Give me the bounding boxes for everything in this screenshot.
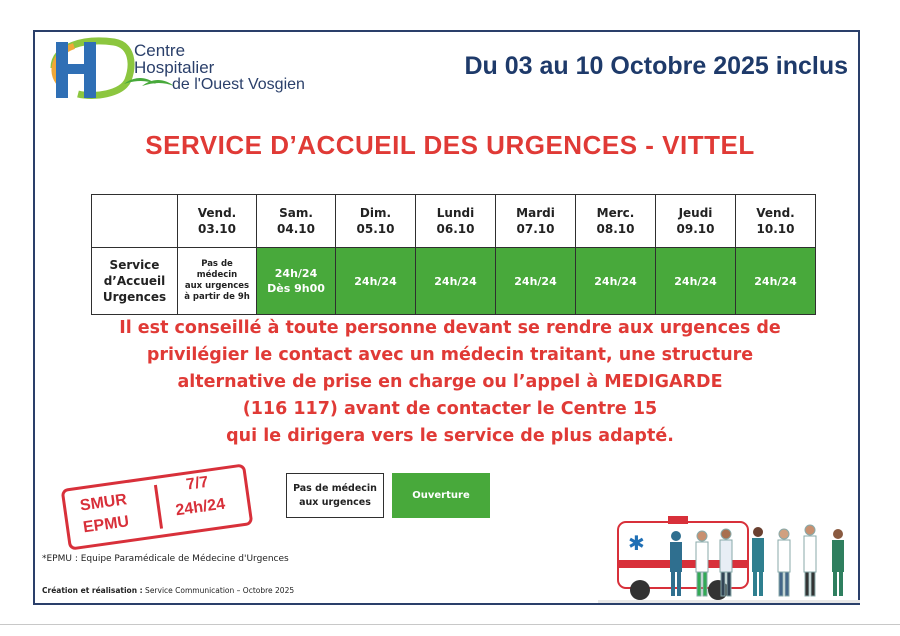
advice-line: Il est conseillé à toute personne devant se rendre aux urgences de (119, 318, 781, 338)
cell-line: 24h/24 (434, 274, 477, 288)
table-header-row (92, 195, 816, 248)
day-date: 04.10 (277, 222, 315, 236)
day-date: 03.10 (198, 222, 236, 236)
bottom-divider (0, 624, 900, 625)
day-header-cell (736, 195, 816, 248)
day-header-cell (576, 195, 656, 248)
schedule-table (91, 194, 816, 315)
row-label-line: Urgences (102, 290, 167, 304)
day-header-cell (257, 195, 336, 248)
credits-text: Service Communication – Octobre 2025 (142, 586, 295, 595)
stamp-days: 7/7 (185, 473, 210, 494)
day-date: 05.10 (356, 222, 395, 236)
cell-line: 24h/24 (674, 274, 717, 288)
cell-line: 24h/24 (594, 274, 637, 288)
legend-no-doctor-line: Pas de médecin (293, 482, 377, 494)
svg-text:✱: ✱ (628, 531, 645, 555)
day-date: 08.10 (596, 222, 635, 236)
advice-line: (116 117) avant de contacter le Centre 15 (242, 399, 658, 419)
row-label-line: Service (109, 258, 160, 272)
cell-line: à partir de 9h (184, 292, 250, 302)
hospital-name (134, 42, 305, 93)
day-date: 09.10 (676, 222, 715, 236)
open-cell (496, 248, 576, 315)
table-row (92, 248, 816, 315)
open-cell (656, 248, 736, 315)
day-name: Sam. (279, 206, 313, 220)
credits (42, 586, 294, 595)
day-name: Lundi (436, 206, 475, 220)
open-cell (576, 248, 656, 315)
logo-line-3: de l'Ouest Vosgien (172, 76, 305, 93)
day-name: Jeudi (678, 206, 713, 220)
stamp-smur: SMUR (78, 491, 128, 515)
cell-line: 24h/24 (514, 274, 557, 288)
day-header-cell (416, 195, 496, 248)
open-cell (416, 248, 496, 315)
day-name: Mardi (516, 206, 555, 220)
day-name: Vend. (197, 206, 237, 220)
day-name: Dim. (359, 206, 392, 220)
stamp-hours: 24h/24 (174, 495, 227, 520)
day-header-cell (336, 195, 416, 248)
cell-line: Dès 9h00 (267, 282, 325, 295)
day-header-cell (496, 195, 576, 248)
advice-line: qui le dirigera vers le service de plus adapté. (226, 426, 674, 446)
legend-open: Ouverture (392, 473, 490, 518)
cell-line: 24h/24 (754, 274, 797, 288)
day-name: Vend. (756, 206, 795, 220)
day-date: 06.10 (436, 222, 475, 236)
logo-line-1: Centre (134, 41, 186, 60)
cell-line: aux urgences (184, 281, 250, 291)
row-label-line: d’Accueil (103, 274, 166, 288)
date-range: Du 03 au 10 Octobre 2025 inclus (464, 52, 848, 80)
cell-line: Pas de (201, 259, 233, 269)
logo-line-2: Hospitalier (134, 58, 215, 77)
cell-line: 24h/24 (274, 267, 318, 280)
day-header-cell (656, 195, 736, 248)
legend-no-doctor-line: aux urgences (299, 496, 371, 508)
advice-line: privilégier le contact avec un médecin traitant, une structure (146, 345, 754, 365)
credits-label: Création et réalisation : (42, 586, 143, 595)
stamp-epmu: EPMU (82, 513, 131, 537)
no-doctor-cell (178, 248, 257, 315)
ambulance-staff-illustration (598, 510, 860, 604)
legend-no-doctor (286, 473, 384, 518)
row-label (92, 248, 178, 315)
table-corner-cell (92, 195, 178, 248)
footnote: *EPMU : Equipe Paramédicale de Médecine d'Urgences (42, 554, 289, 564)
cell-line: médecin (196, 270, 238, 280)
advice-line: alternative de prise en charge ou l’appel à MEDIGARDE (177, 372, 723, 392)
day-date: 07.10 (516, 222, 555, 236)
open-cell (736, 248, 816, 315)
day-name: Merc. (596, 206, 635, 220)
open-cell (336, 248, 416, 315)
stamp-divider (154, 485, 163, 529)
advice-text (70, 315, 830, 450)
cell-line: 24h/24 (354, 274, 397, 288)
page-title: SERVICE D’ACCUEIL DES URGENCES - VITTEL (145, 130, 755, 160)
open-cell (257, 248, 336, 315)
day-date: 10.10 (756, 222, 795, 236)
day-header-cell (178, 195, 257, 248)
